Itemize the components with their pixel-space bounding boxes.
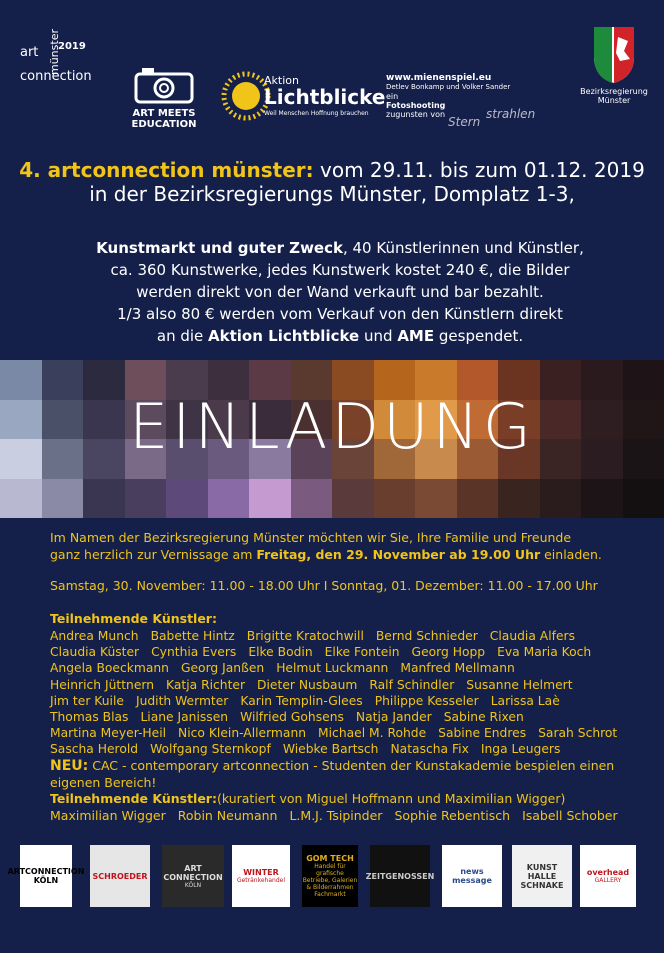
new-heading: Teilnehmende Künstler: xyxy=(50,791,217,806)
sponsor-name: WINTER xyxy=(243,868,279,877)
logo-muenster: münster xyxy=(48,29,61,75)
intro-text xyxy=(40,237,640,347)
artists-row xyxy=(50,660,650,676)
sponsor-logo xyxy=(580,845,636,907)
mienenspiel-url: www.mienenspiel.eu xyxy=(386,73,492,83)
artists-heading: Teilnehmende Künstler: xyxy=(50,611,217,626)
artist-name: Michael M. Rohde xyxy=(318,726,427,741)
intro-line2: ca. 360 Kunstwerke, jedes Kunstwerk kostet 240 €, die Bilder xyxy=(110,261,570,279)
intro-line5a: an die xyxy=(156,327,209,345)
artist-name: Eva Maria Koch xyxy=(497,645,592,660)
artist-name: Bernd Schnieder xyxy=(375,629,478,643)
sponsor-name: ARTCONNECTION KÖLN xyxy=(7,867,85,885)
sponsor-logo xyxy=(7,845,85,907)
banner-tile xyxy=(498,479,540,519)
artist-name: Philippe Kesseler xyxy=(374,693,479,708)
banner-tile xyxy=(332,479,374,519)
cac-artist-name: L.M.J. Tsipinder xyxy=(289,807,383,823)
sternstrahlen-b: Stern xyxy=(448,115,481,129)
cac-artist-name: Robin Neumann xyxy=(177,807,278,823)
camera-icon xyxy=(134,66,194,104)
banner-tile xyxy=(581,479,623,519)
artist-name: Jim ter Kuile xyxy=(50,693,124,708)
artist-name: Dieter Nusbaum xyxy=(257,677,358,692)
sponsor-logos xyxy=(7,845,650,915)
artist-name: Nico Klein-Allermann xyxy=(178,726,307,741)
artist-name: Natascha Fix xyxy=(390,742,469,757)
ame-line1: ART MEETS xyxy=(132,108,196,119)
cac-artist-name: Isabell Schober xyxy=(522,807,618,823)
artist-name: Larissa Laè xyxy=(490,693,560,708)
artist-name: Sarah Schrot xyxy=(538,726,618,741)
banner-tile xyxy=(291,479,333,519)
banner-tile xyxy=(623,479,664,519)
lichtblicke-prefix: Aktion xyxy=(264,74,299,87)
invitation-date: Freitag, den 29. November ab 19.00 Uhr xyxy=(256,546,541,562)
event-location: in der Bezirksregierungs Münster, Domplatz 1-3, xyxy=(89,182,575,206)
intro-line5b: und xyxy=(359,327,398,345)
artist-name: Inga Leugers xyxy=(480,742,561,757)
ame-line2: EDUCATION xyxy=(131,119,197,130)
new-section xyxy=(50,758,650,824)
sponsor-name: overhead xyxy=(586,868,630,877)
artists-row xyxy=(50,693,650,709)
artist-name: Ralf Schindler xyxy=(369,677,455,692)
banner-tile xyxy=(208,479,250,519)
sponsor-logo xyxy=(512,845,572,907)
artist-name: Elke Bodin xyxy=(248,645,313,660)
intro-line5c: gespendet. xyxy=(434,327,524,345)
lichtblicke-name: Lichtblicke xyxy=(264,85,386,109)
artists-list xyxy=(50,628,650,758)
sponsor-name: ZEITGENOSSEN xyxy=(365,871,435,881)
artist-name: Claudia Küster xyxy=(50,645,140,660)
logo-connection: connection xyxy=(20,69,92,84)
sponsor-sub: GALLERY xyxy=(594,877,622,884)
artist-name: Elke Fontein xyxy=(324,645,400,660)
ame-logo xyxy=(126,66,202,136)
lichtblicke-tagline: Weil Menschen Hoffnung brauchen xyxy=(264,110,369,117)
bezirksregierung-logo xyxy=(575,25,653,135)
intro-bold2: Aktion Lichtblicke xyxy=(208,327,360,345)
banner-tile xyxy=(125,479,167,519)
artist-name: Natja Jander xyxy=(355,710,432,725)
artconnection-logo xyxy=(18,29,104,110)
event-dates: vom 29.11. bis zum 01.12. 2019 xyxy=(313,158,645,182)
cac-artist-name: Sophie Rebentisch xyxy=(394,807,511,823)
intro-line4: 1/3 also 80 € werden vom Verkauf von den Künstlern direkt xyxy=(117,305,563,323)
bezreg-line1: Bezirksregierung xyxy=(580,87,648,96)
cac-artist-name: Maximilian Wigger xyxy=(50,807,166,823)
artist-name: Andrea Munch xyxy=(50,629,139,643)
invitation-text xyxy=(50,530,650,563)
banner-tile xyxy=(166,479,208,519)
artist-name: Martina Meyer-Heil xyxy=(50,726,167,741)
logo-art: art xyxy=(20,45,39,60)
artist-name: Heinrich Jüttnern xyxy=(50,677,155,692)
artist-name: Brigitte Kratochwill xyxy=(246,629,364,643)
artist-name: Claudia Alfers xyxy=(489,629,575,643)
sponsor-sub: Getränkehandel xyxy=(236,877,286,884)
sponsor-name: ART CONNECTION xyxy=(163,863,223,882)
sponsor-name: news message xyxy=(452,867,492,885)
cac-artists xyxy=(50,808,650,825)
artist-name: Wolfgang Sternkopf xyxy=(150,742,271,757)
artists-row xyxy=(50,709,650,725)
sponsor-logo xyxy=(232,845,290,907)
artist-name: Sabine Endres xyxy=(438,726,527,741)
sternstrahlen-a: strahlen xyxy=(486,107,536,121)
intro-line3: werden direkt von der Wand verkauft und bar bezahlt. xyxy=(136,283,544,301)
headline xyxy=(0,158,664,206)
coat-of-arms-icon xyxy=(592,25,636,85)
artists-row xyxy=(50,677,650,693)
artist-name: Katja Richter xyxy=(166,677,246,692)
banner-tile xyxy=(0,479,42,519)
mienenspiel-l1: ein xyxy=(386,92,399,101)
new-text: CAC - contemporary artconnection - Studenten der Kunstakademie bespielen einen eigenen Bereich! xyxy=(50,758,615,790)
artist-name: Karin Templin-Glees xyxy=(240,693,363,708)
sponsor-name: GOM TECH xyxy=(306,854,354,863)
banner-tile xyxy=(83,479,125,519)
artist-name: Liane Janissen xyxy=(140,710,229,725)
banner-tile xyxy=(457,479,499,519)
bezreg-line2: Münster xyxy=(597,96,631,105)
artists-row xyxy=(50,725,650,741)
artist-name: Georg Janßen xyxy=(180,661,265,676)
sponsor-sub: Handel für grafische Betriebe, Galerien & Bilderrahmen Fachmarkt xyxy=(302,863,358,898)
artist-name: Manfred Mellmann xyxy=(400,661,515,676)
artist-name: Georg Hopp xyxy=(411,645,486,660)
sponsor-logo xyxy=(162,845,224,907)
artist-name: Wilfried Gohsens xyxy=(240,710,344,725)
artist-name: Sascha Herold xyxy=(50,742,139,757)
artist-name: Thomas Blas xyxy=(50,710,129,725)
mienenspiel-names: Detlev Bonkamp und Volker Sander xyxy=(386,83,511,91)
einladung-title: EINLADUNG xyxy=(129,390,535,463)
artists-row xyxy=(50,741,650,757)
sponsor-logo xyxy=(302,845,358,907)
artist-name: Wiebke Bartsch xyxy=(282,742,379,757)
sponsor-logo xyxy=(365,845,435,907)
sponsor-logo xyxy=(90,845,150,907)
banner-tile xyxy=(42,479,84,519)
banner-tile xyxy=(415,479,457,519)
artist-name: Susanne Helmert xyxy=(466,677,573,692)
new-label: NEU: xyxy=(50,758,89,774)
invitation-line1: Im Namen der Bezirksregierung Münster möchten wir Sie, Ihre Familie und Freunde xyxy=(50,530,572,545)
banner-tile xyxy=(249,479,291,519)
lichtblicke-logo xyxy=(218,68,386,128)
mienenspiel-l2: Fotoshooting xyxy=(386,101,446,110)
mienenspiel-l3: zugunsten von xyxy=(386,110,446,119)
event-name: 4. artconnection münster: xyxy=(19,158,314,182)
artist-name: Angela Boeckmann xyxy=(50,661,169,676)
artist-name: Sabine Rixen xyxy=(443,710,524,725)
sponsor-logo xyxy=(442,845,502,907)
artist-name: Helmut Luckmann xyxy=(276,661,389,676)
new-curated: (kuratiert von Miguel Hoffmann und Maximilian Wigger) xyxy=(216,791,566,806)
intro-text1: , 40 Künstlerinnen und Künstler, xyxy=(342,239,584,257)
sponsor-name: KUNST HALLE SCHNAKE xyxy=(520,862,564,890)
artist-name: Cynthia Evers xyxy=(151,645,237,660)
intro-bold1: Kunstmarkt und guter Zweck xyxy=(96,239,343,257)
mienenspiel-logo xyxy=(386,74,556,132)
invitation-line2a: ganz herzlich zur Vernissage am xyxy=(50,546,257,562)
banner-tile xyxy=(374,479,416,519)
invitation-line2b: einladen. xyxy=(540,546,602,562)
artist-name: Babette Hintz xyxy=(150,629,235,643)
sponsor-sub: KÖLN xyxy=(184,881,202,889)
logo-year: 2019 xyxy=(58,41,86,52)
artist-name: Judith Wermter xyxy=(135,693,229,708)
artists-row xyxy=(50,644,650,660)
banner-tile xyxy=(540,479,582,519)
opening-hours: Samstag, 30. November: 11.00 - 18.00 Uhr I Sonntag, 01. Dezember: 11.00 - 17.00 Uhr xyxy=(50,578,598,593)
sponsor-name: SCHROEDER xyxy=(92,871,148,881)
intro-bold3: AME xyxy=(397,327,435,345)
artists-row xyxy=(50,628,650,644)
